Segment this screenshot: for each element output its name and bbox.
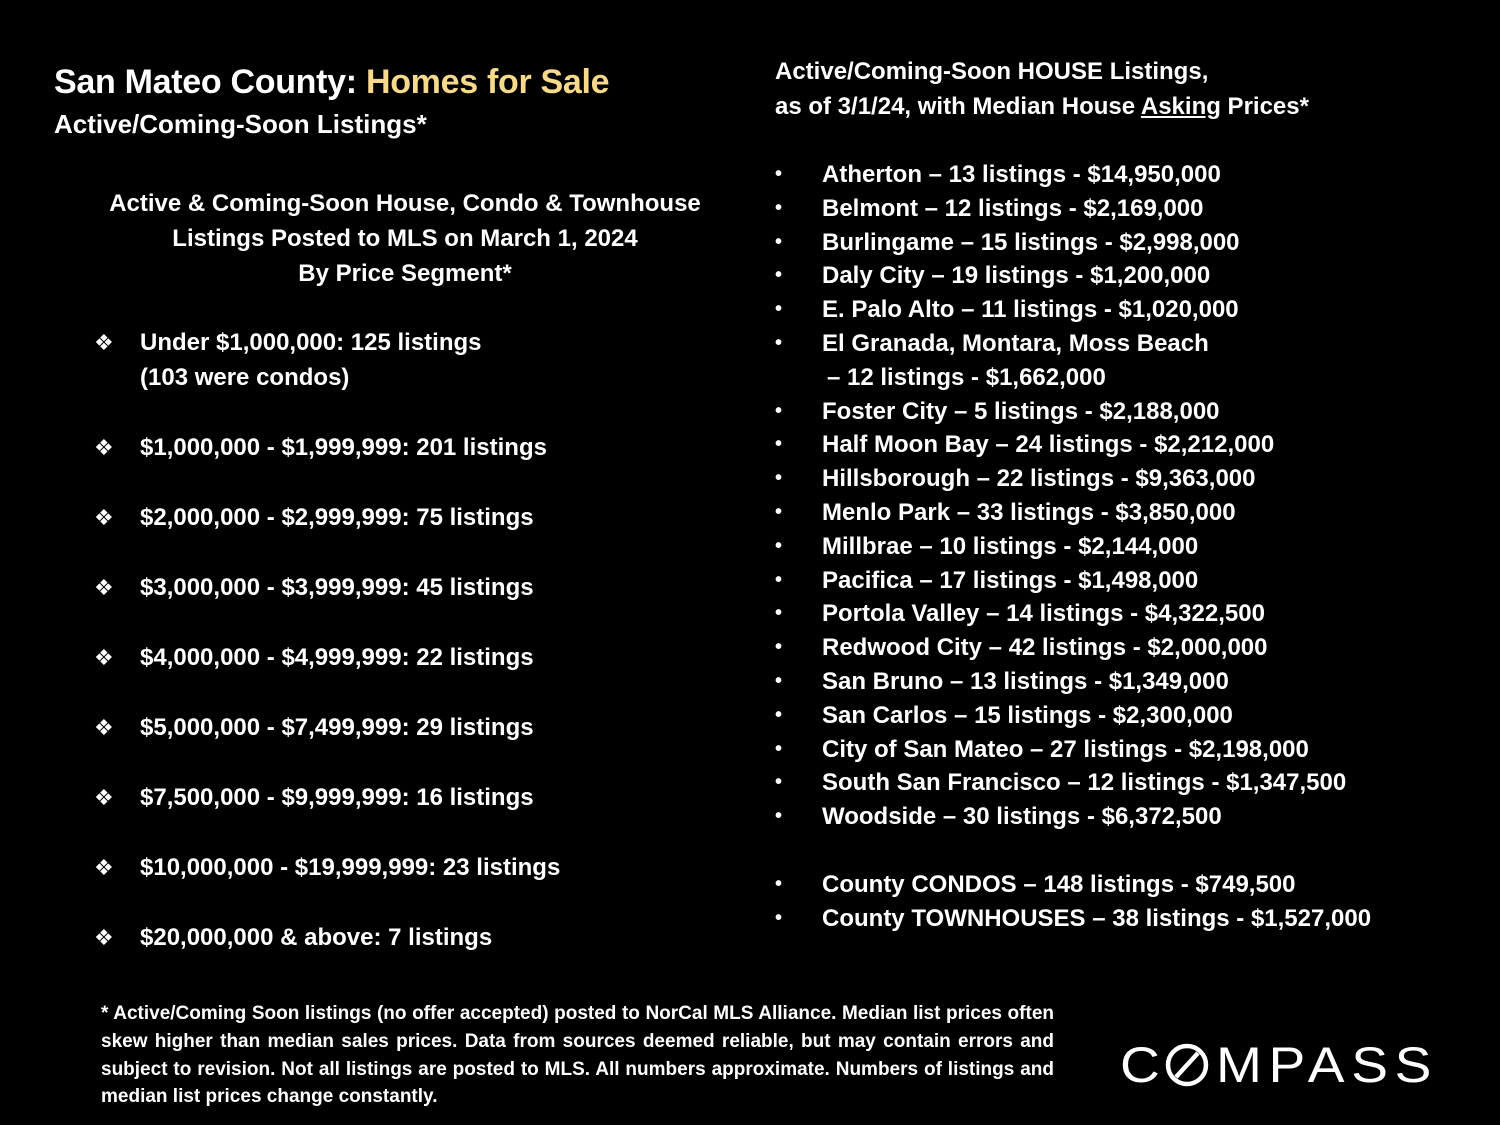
city-item: • Burlingame – 15 listings - $2,998,000 <box>775 226 1371 260</box>
city-item: • El Granada, Montara, Moss Beach <box>775 327 1371 361</box>
title-accent: Homes for Sale <box>365 63 610 101</box>
bullet-icon: • <box>775 196 783 219</box>
city-item: • City of San Mateo – 27 listings - $2,198,000 <box>775 733 1371 767</box>
city-item: • Hillsborough – 22 listings - $9,363,000 <box>775 462 1371 496</box>
segments-heading-line2: Listings Posted to MLS on March 1, 2024 <box>172 225 638 252</box>
city-item: • Menlo Park – 33 listings - $3,850,000 <box>775 496 1371 530</box>
segment-text: $2,000,000 - $2,999,999: 75 listings <box>140 504 534 531</box>
diamond-4-icon: ❖ <box>94 855 114 880</box>
bullet-icon: • <box>775 872 783 895</box>
city-item-continuation: – 12 listings - $1,662,000 <box>827 363 1106 391</box>
segment-text: Under $1,000,000: 125 listings <box>140 329 482 356</box>
city-item: • Belmont – 12 listings - $2,169,000 <box>775 192 1371 226</box>
city-item: • San Carlos – 15 listings - $2,300,000 <box>775 699 1371 733</box>
diamond-4-icon: ❖ <box>94 505 114 530</box>
bullet-icon: • <box>775 636 783 659</box>
city-item: • Atherton – 13 listings - $14,950,000 <box>775 158 1371 192</box>
bullet-icon: • <box>775 500 783 523</box>
diamond-4-icon: ❖ <box>94 645 114 670</box>
city-item: • San Bruno – 13 listings - $1,349,000 <box>775 665 1371 699</box>
bullet-icon: • <box>775 230 783 253</box>
county-item: • County CONDOS – 148 listings - $749,500 <box>775 868 1371 902</box>
page-title <box>54 60 609 104</box>
bullet-icon: • <box>775 433 783 456</box>
footnote: * Active/Coming Soon listings (no offer accepted) posted to NorCal MLS Alliance. Median list prices often skew higher than median sales prices. Data from sources deemed reliable, but may contain errors and subject to revision. Not all listings are posted to MLS. All numbers approximate. Numbers of listings and median list prices change constantly. <box>101 1003 1054 1108</box>
segments-heading <box>70 186 740 291</box>
bullet-icon: • <box>775 568 783 591</box>
compass-logo <box>1120 1034 1440 1090</box>
diamond-4-icon: ❖ <box>94 575 114 600</box>
city-item: • E. Palo Alto – 11 listings - $1,020,000 <box>775 293 1371 327</box>
segment-text: $5,000,000 - $7,499,999: 29 listings <box>140 714 534 741</box>
cities-heading-line2: as of 3/1/24, with Median House Asking Prices* <box>775 93 1309 120</box>
bullet-icon: • <box>775 264 783 287</box>
bullet-icon: • <box>775 669 783 692</box>
asking-underlined: Asking <box>1140 93 1221 120</box>
cities-heading <box>775 54 1309 124</box>
bullet-icon: • <box>775 602 783 625</box>
bullet-icon: • <box>775 737 783 760</box>
city-item: • Half Moon Bay – 24 listings - $2,212,000 <box>775 428 1371 462</box>
list-spacer <box>775 834 1371 868</box>
city-item: • Foster City – 5 listings - $2,188,000 <box>775 395 1371 429</box>
city-item: • Pacifica – 17 listings - $1,498,000 <box>775 564 1371 598</box>
bullet-icon: • <box>775 703 783 726</box>
diamond-4-icon: ❖ <box>94 925 114 950</box>
segment-text: $1,000,000 - $1,999,999: 201 listings <box>140 434 547 461</box>
city-item: • Woodside – 30 listings - $6,372,500 <box>775 800 1371 834</box>
segments-heading-line1: Active & Coming-Soon House, Condo & Townhouse <box>109 190 701 217</box>
bullet-icon: • <box>775 467 783 490</box>
compass-logo-text: C MPASS <box>1120 1037 1418 1090</box>
cities-heading-line1: Active/Coming-Soon HOUSE Listings, <box>775 58 1209 85</box>
city-item: • Daly City – 19 listings - $1,200,000 <box>775 259 1371 293</box>
city-listing-list <box>775 158 1371 935</box>
bullet-icon: • <box>775 805 783 828</box>
segment-text: $10,000,000 - $19,999,999: 23 listings <box>140 854 561 881</box>
segment-text: $20,000,000 & above: 7 listings <box>140 924 493 951</box>
bullet-icon: • <box>775 771 783 794</box>
diamond-4-icon: ❖ <box>94 715 114 740</box>
segment-text: $7,500,000 - $9,999,999: 16 listings <box>140 784 534 811</box>
city-item: • South San Francisco – 12 listings - $1,347,500 <box>775 766 1371 800</box>
diamond-4-icon: ❖ <box>94 785 114 810</box>
diamond-4-icon: ❖ <box>94 435 114 460</box>
bullet-icon: • <box>775 298 783 321</box>
bullet-icon: • <box>775 163 783 185</box>
diamond-4-icon: ❖ <box>94 330 114 355</box>
city-item: • Redwood City – 42 listings - $2,000,000 <box>775 631 1371 665</box>
page-subtitle: Active/Coming-Soon Listings* <box>54 109 427 139</box>
segment-text: $3,000,000 - $3,999,999: 45 listings <box>140 574 534 601</box>
bullet-icon: • <box>775 399 783 422</box>
segment-text: $4,000,000 - $4,999,999: 22 listings <box>140 644 534 671</box>
segment-note: (103 were condos) <box>140 364 350 391</box>
title-prefix: San Mateo County: <box>54 63 366 101</box>
city-item: • Portola Valley – 14 listings - $4,322,500 <box>775 597 1371 631</box>
segments-heading-line3: By Price Segment* <box>298 260 512 287</box>
bullet-icon: • <box>775 331 783 354</box>
bullet-icon: • <box>775 906 783 929</box>
city-item: • Millbrae – 10 listings - $2,144,000 <box>775 530 1371 564</box>
county-item: • County TOWNHOUSES – 38 listings - $1,527,000 <box>775 902 1371 936</box>
bullet-icon: • <box>775 534 783 557</box>
